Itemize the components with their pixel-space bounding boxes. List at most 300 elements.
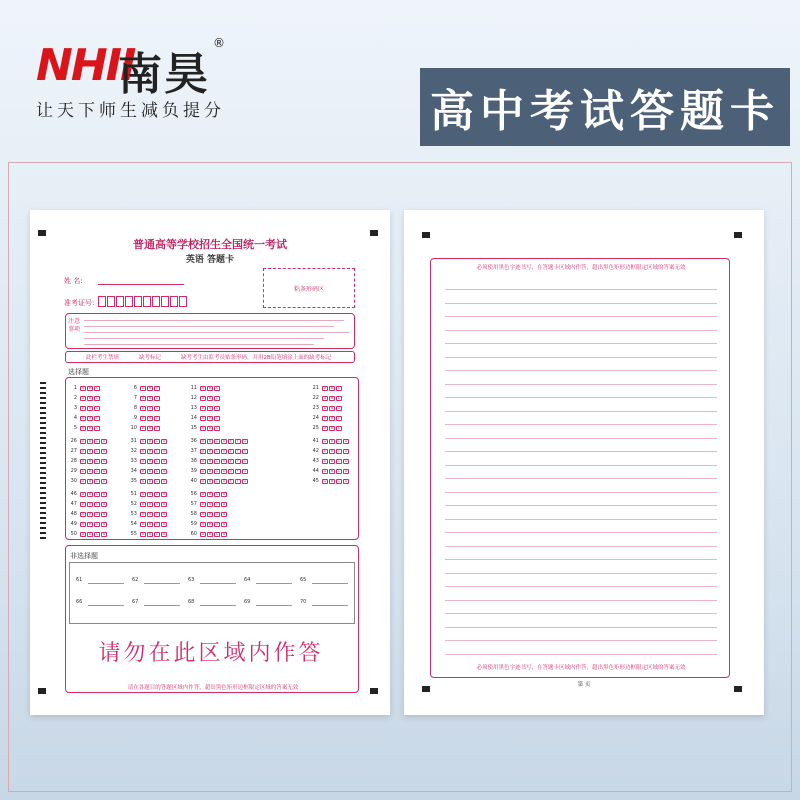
question-row — [188, 405, 220, 411]
timing-mark — [40, 492, 46, 494]
option-bubble[interactable]: C — [95, 522, 99, 526]
answer-line[interactable] — [312, 583, 348, 584]
option-bubble[interactable]: C — [337, 416, 341, 420]
option-bubble[interactable]: B — [208, 522, 212, 526]
question-number: 28 — [70, 458, 77, 464]
ruled-line — [445, 384, 717, 385]
option-bubble[interactable]: C — [95, 469, 99, 473]
question-row — [128, 501, 167, 507]
option-bubble[interactable]: A — [323, 459, 327, 463]
question-number: 3 — [73, 405, 77, 411]
option-bubble[interactable]: B — [330, 439, 334, 443]
option-bubble[interactable]: F — [236, 439, 239, 443]
question-number: 31 — [130, 438, 137, 444]
option-bubble[interactable]: B — [148, 386, 152, 390]
option-bubble[interactable]: C — [95, 512, 99, 516]
question-number: 56 — [190, 491, 197, 497]
option-bubble[interactable]: D — [222, 492, 226, 496]
timing-mark — [40, 432, 46, 434]
option-bubble[interactable]: D — [102, 449, 106, 453]
option-bubble[interactable]: B — [208, 459, 212, 463]
option-bubble[interactable]: A — [323, 426, 327, 430]
option-bubble[interactable]: F — [236, 449, 239, 453]
option-bubble[interactable]: C — [215, 532, 219, 536]
option-bubble[interactable]: D — [344, 469, 348, 473]
option-bubble[interactable]: D — [162, 532, 166, 536]
option-bubble[interactable]: G — [243, 439, 247, 443]
staff-only-label: 此栏考生禁填 — [86, 355, 120, 361]
option-bubble[interactable]: A — [201, 522, 205, 526]
option-bubble[interactable]: D — [102, 492, 106, 496]
ruled-line — [445, 289, 717, 290]
option-bubble[interactable]: C — [215, 406, 219, 410]
option-bubble[interactable]: B — [88, 469, 92, 473]
option-bubble[interactable]: A — [81, 502, 85, 506]
option-bubble[interactable]: G — [243, 479, 247, 483]
timing-mark — [40, 532, 46, 534]
option-bubble[interactable]: C — [95, 406, 99, 410]
question-row — [188, 468, 248, 474]
option-bubble[interactable]: A — [141, 502, 145, 506]
option-bubble[interactable]: A — [81, 479, 85, 483]
option-bubble[interactable]: A — [201, 439, 205, 443]
answer-line[interactable] — [144, 583, 180, 584]
question-number: 11 — [190, 385, 197, 391]
option-bubble[interactable]: B — [148, 469, 152, 473]
option-bubble[interactable]: A — [81, 396, 85, 400]
option-bubble[interactable]: C — [155, 522, 159, 526]
option-bubble[interactable]: C — [95, 426, 99, 430]
option-bubble[interactable]: A — [201, 512, 205, 516]
option-bubble[interactable]: A — [81, 439, 85, 443]
option-bubble[interactable]: B — [148, 416, 152, 420]
option-bubble[interactable]: B — [88, 426, 92, 430]
option-bubble[interactable]: D — [102, 479, 106, 483]
option-bubble[interactable]: A — [81, 386, 85, 390]
answer-line[interactable] — [88, 583, 124, 584]
timing-mark — [40, 397, 46, 399]
option-bubble[interactable]: A — [323, 439, 327, 443]
option-bubble[interactable]: C — [215, 449, 219, 453]
option-bubble[interactable]: B — [148, 426, 152, 430]
ruled-line — [445, 600, 717, 601]
option-bubble[interactable]: B — [88, 512, 92, 516]
option-bubble[interactable]: D — [222, 459, 226, 463]
option-bubble[interactable]: D — [162, 512, 166, 516]
option-bubble[interactable]: C — [337, 449, 341, 453]
timing-mark — [40, 537, 46, 539]
question-row — [310, 385, 342, 391]
option-bubble[interactable]: C — [155, 492, 159, 496]
option-bubble[interactable]: D — [162, 439, 166, 443]
option-bubble[interactable]: G — [243, 449, 247, 453]
option-bubble[interactable]: C — [155, 502, 159, 506]
option-bubble[interactable]: A — [81, 512, 85, 516]
option-bubble[interactable]: A — [81, 469, 85, 473]
option-bubble[interactable]: C — [95, 532, 99, 536]
option-bubble[interactable]: C — [215, 459, 219, 463]
option-bubble[interactable]: D — [102, 512, 106, 516]
answer-line[interactable] — [256, 605, 292, 606]
option-bubble[interactable]: B — [88, 459, 92, 463]
question-row — [128, 491, 167, 497]
option-bubble[interactable]: C — [155, 469, 159, 473]
option-bubble[interactable]: B — [88, 502, 92, 506]
option-bubble[interactable]: D — [102, 532, 106, 536]
question-number: 43 — [312, 458, 319, 464]
option-bubble[interactable]: B — [148, 396, 152, 400]
timing-mark — [40, 502, 46, 504]
option-bubble[interactable]: A — [141, 522, 145, 526]
question-number: 47 — [70, 501, 77, 507]
option-bubble[interactable]: B — [208, 512, 212, 516]
option-bubble[interactable]: D — [222, 439, 226, 443]
option-bubble[interactable]: A — [81, 492, 85, 496]
option-bubble[interactable]: A — [81, 522, 85, 526]
option-bubble[interactable]: A — [81, 406, 85, 410]
option-bubble[interactable]: C — [337, 426, 341, 430]
option-bubble[interactable]: A — [141, 459, 145, 463]
option-bubble[interactable]: B — [88, 416, 92, 420]
option-bubble[interactable]: A — [323, 469, 327, 473]
option-bubble[interactable]: C — [155, 426, 159, 430]
question-number: 42 — [312, 448, 319, 454]
question-row — [68, 468, 107, 474]
option-bubble[interactable]: C — [95, 386, 99, 390]
question-number: 45 — [312, 478, 319, 484]
option-bubble[interactable]: C — [337, 479, 341, 483]
option-bubble[interactable]: C — [95, 396, 99, 400]
ruled-line — [445, 532, 717, 533]
option-bubble[interactable]: A — [141, 386, 145, 390]
option-bubble[interactable]: C — [95, 459, 99, 463]
question-number: 4 — [73, 415, 77, 421]
option-bubble[interactable]: A — [201, 492, 205, 496]
option-bubble[interactable]: D — [102, 522, 106, 526]
option-bubble[interactable]: B — [148, 459, 152, 463]
question-row — [188, 501, 227, 507]
option-bubble[interactable]: A — [141, 512, 145, 516]
timing-mark — [40, 452, 46, 454]
option-bubble[interactable]: C — [155, 386, 159, 390]
option-bubble[interactable]: B — [88, 386, 92, 390]
option-bubble[interactable]: B — [208, 406, 212, 410]
option-bubble[interactable]: D — [344, 459, 348, 463]
option-bubble[interactable]: E — [229, 449, 233, 453]
absent-mark-label: 缺考标记 — [139, 355, 162, 361]
timing-mark — [40, 527, 46, 529]
answer-line[interactable] — [88, 605, 124, 606]
option-bubble[interactable]: B — [208, 502, 212, 506]
timing-mark — [40, 437, 46, 439]
question-row — [310, 395, 342, 401]
option-bubble[interactable]: A — [141, 449, 145, 453]
ruled-line — [445, 559, 717, 560]
option-bubble[interactable]: A — [81, 426, 85, 430]
answer-line[interactable] — [256, 583, 292, 584]
option-bubble[interactable]: A — [141, 492, 145, 496]
option-bubble[interactable]: B — [148, 406, 152, 410]
option-bubble[interactable]: C — [155, 439, 159, 443]
option-bubble[interactable]: A — [81, 449, 85, 453]
option-bubble[interactable]: D — [102, 439, 106, 443]
question-row — [310, 405, 342, 411]
option-bubble[interactable]: D — [162, 459, 166, 463]
option-bubble[interactable]: A — [201, 386, 205, 390]
ruled-line — [445, 316, 717, 317]
option-bubble[interactable]: B — [330, 449, 334, 453]
option-bubble[interactable]: B — [88, 479, 92, 483]
option-bubble[interactable]: A — [81, 416, 85, 420]
option-bubble[interactable]: B — [88, 439, 92, 443]
corner-mark — [422, 232, 430, 238]
name-field[interactable] — [98, 284, 184, 285]
ruled-line — [445, 370, 717, 371]
option-bubble[interactable]: C — [337, 439, 341, 443]
question-row — [68, 385, 100, 391]
option-bubble[interactable]: E — [229, 469, 233, 473]
option-bubble[interactable]: B — [88, 406, 92, 410]
timing-mark — [40, 462, 46, 464]
option-bubble[interactable]: B — [148, 502, 152, 506]
option-bubble[interactable]: A — [201, 396, 205, 400]
option-bubble[interactable]: A — [323, 386, 327, 390]
option-bubble[interactable]: C — [95, 449, 99, 453]
ruled-line — [445, 465, 717, 466]
question-number: 5 — [73, 425, 77, 431]
option-bubble[interactable]: C — [155, 406, 159, 410]
option-bubble[interactable]: B — [208, 396, 212, 400]
option-bubble[interactable]: D — [102, 469, 106, 473]
answer-line[interactable] — [200, 605, 236, 606]
question-row — [128, 395, 160, 401]
question-row — [68, 531, 107, 537]
option-bubble[interactable]: A — [141, 406, 145, 410]
option-bubble[interactable]: A — [323, 396, 327, 400]
question-row — [310, 478, 349, 484]
option-bubble[interactable]: C — [337, 396, 341, 400]
option-bubble[interactable]: B — [208, 439, 212, 443]
option-bubble[interactable]: B — [208, 492, 212, 496]
option-bubble[interactable]: B — [148, 492, 152, 496]
question-number: 61 — [76, 577, 83, 583]
option-bubble[interactable]: C — [95, 492, 99, 496]
option-bubble[interactable]: B — [148, 479, 152, 483]
question-number: 55 — [130, 531, 137, 537]
question-number: 32 — [130, 448, 137, 454]
page-number: 第 页 — [577, 682, 591, 688]
timing-mark — [40, 512, 46, 514]
option-bubble[interactable]: B — [148, 439, 152, 443]
option-bubble[interactable]: B — [208, 449, 212, 453]
option-bubble[interactable]: D — [222, 449, 226, 453]
option-bubble[interactable]: C — [155, 459, 159, 463]
option-bubble[interactable]: B — [208, 426, 212, 430]
option-bubble[interactable]: A — [201, 449, 205, 453]
option-bubble[interactable]: D — [162, 492, 166, 496]
option-bubble[interactable]: F — [236, 479, 239, 483]
option-bubble[interactable]: B — [208, 532, 212, 536]
option-bubble[interactable]: B — [330, 426, 334, 430]
option-bubble[interactable]: D — [162, 469, 166, 473]
option-bubble[interactable]: B — [330, 479, 334, 483]
question-number: 57 — [190, 501, 197, 507]
option-bubble[interactable]: A — [141, 416, 145, 420]
question-row — [128, 448, 167, 454]
option-bubble[interactable]: D — [222, 469, 226, 473]
option-bubble[interactable]: A — [141, 469, 145, 473]
timing-mark — [40, 402, 46, 404]
option-bubble[interactable]: C — [95, 416, 99, 420]
option-bubble[interactable]: C — [95, 479, 99, 483]
ruled-line — [445, 613, 717, 614]
option-bubble[interactable]: C — [215, 386, 219, 390]
option-bubble[interactable]: B — [148, 522, 152, 526]
option-bubble[interactable]: C — [215, 426, 219, 430]
option-bubble[interactable]: C — [337, 406, 341, 410]
brand-logo-mark: NHII — [36, 40, 135, 91]
option-bubble[interactable]: B — [148, 449, 152, 453]
option-bubble[interactable]: D — [222, 502, 226, 506]
option-bubble[interactable]: A — [81, 459, 85, 463]
option-bubble[interactable]: C — [337, 459, 341, 463]
option-bubble[interactable]: B — [330, 416, 334, 420]
option-bubble[interactable]: A — [201, 416, 205, 420]
option-bubble[interactable]: E — [229, 459, 233, 463]
ruled-line — [445, 505, 717, 506]
option-bubble[interactable]: C — [95, 502, 99, 506]
option-bubble[interactable]: C — [215, 396, 219, 400]
option-bubble[interactable]: B — [208, 386, 212, 390]
option-bubble[interactable]: D — [162, 522, 166, 526]
registered-mark: ® — [213, 36, 225, 50]
option-bubble[interactable]: C — [215, 479, 219, 483]
option-bubble[interactable]: B — [88, 449, 92, 453]
question-row — [188, 458, 248, 464]
question-number: 64 — [244, 577, 251, 583]
question-number: 39 — [190, 468, 197, 474]
option-bubble[interactable]: G — [243, 459, 247, 463]
ruled-line — [445, 411, 717, 412]
option-bubble[interactable]: A — [81, 532, 85, 536]
option-bubble[interactable]: C — [215, 512, 219, 516]
option-bubble[interactable]: A — [201, 502, 205, 506]
option-bubble[interactable]: F — [236, 469, 239, 473]
question-row — [68, 425, 100, 431]
option-bubble[interactable]: B — [88, 532, 92, 536]
option-bubble[interactable]: E — [229, 439, 233, 443]
option-bubble[interactable]: D — [344, 439, 348, 443]
option-bubble[interactable]: A — [323, 449, 327, 453]
option-bubble[interactable]: B — [148, 512, 152, 516]
option-bubble[interactable]: C — [215, 439, 219, 443]
option-bubble[interactable]: A — [323, 479, 327, 483]
question-row — [188, 521, 227, 527]
option-bubble[interactable]: D — [162, 449, 166, 453]
option-bubble[interactable]: D — [344, 479, 348, 483]
option-bubble[interactable]: C — [155, 512, 159, 516]
option-bubble[interactable]: A — [141, 479, 145, 483]
answer-line[interactable] — [144, 605, 180, 606]
option-bubble[interactable]: D — [102, 502, 106, 506]
option-bubble[interactable]: B — [208, 479, 212, 483]
option-bubble[interactable]: C — [215, 469, 219, 473]
option-bubble[interactable]: B — [148, 532, 152, 536]
option-bubble[interactable]: B — [208, 416, 212, 420]
option-bubble[interactable]: C — [215, 522, 219, 526]
writing-area[interactable] — [430, 258, 730, 678]
option-bubble[interactable]: A — [141, 532, 145, 536]
option-bubble[interactable]: B — [330, 406, 334, 410]
option-bubble[interactable]: A — [141, 426, 145, 430]
option-bubble[interactable]: B — [88, 492, 92, 496]
option-bubble[interactable]: B — [330, 459, 334, 463]
question-number: 12 — [190, 395, 197, 401]
question-number: 24 — [312, 415, 319, 421]
option-bubble[interactable]: C — [155, 532, 159, 536]
option-bubble[interactable]: A — [323, 406, 327, 410]
option-bubble[interactable]: C — [155, 396, 159, 400]
option-bubble[interactable]: D — [222, 512, 226, 516]
option-bubble[interactable]: A — [141, 439, 145, 443]
option-bubble[interactable]: D — [222, 532, 226, 536]
option-bubble[interactable]: B — [330, 396, 334, 400]
answer-line[interactable] — [200, 583, 236, 584]
question-row — [310, 448, 349, 454]
option-bubble[interactable]: B — [330, 469, 334, 473]
question-number: 51 — [130, 491, 137, 497]
option-bubble[interactable]: C — [95, 439, 99, 443]
option-bubble[interactable]: D — [102, 459, 106, 463]
option-bubble[interactable]: D — [162, 479, 166, 483]
answer-line[interactable] — [312, 605, 348, 606]
question-number: 52 — [130, 501, 137, 507]
question-number: 37 — [190, 448, 197, 454]
option-bubble[interactable]: F — [236, 459, 239, 463]
corner-mark — [370, 688, 378, 694]
option-bubble[interactable]: A — [201, 426, 205, 430]
option-bubble[interactable]: B — [330, 386, 334, 390]
option-bubble[interactable]: A — [201, 459, 205, 463]
option-bubble[interactable]: A — [323, 416, 327, 420]
option-bubble[interactable]: G — [243, 469, 247, 473]
question-row — [310, 468, 349, 474]
option-bubble[interactable]: C — [215, 502, 219, 506]
option-bubble[interactable]: C — [215, 416, 219, 420]
option-bubble[interactable]: C — [337, 386, 341, 390]
option-bubble[interactable]: C — [155, 479, 159, 483]
option-bubble[interactable]: C — [215, 492, 219, 496]
option-bubble[interactable]: D — [222, 522, 226, 526]
option-bubble[interactable]: D — [344, 449, 348, 453]
option-bubble[interactable]: A — [201, 469, 205, 473]
option-bubble[interactable]: C — [337, 469, 341, 473]
answer-sheet-front — [30, 210, 390, 715]
option-bubble[interactable]: A — [201, 479, 205, 483]
option-bubble[interactable]: A — [201, 406, 205, 410]
option-bubble[interactable]: D — [162, 502, 166, 506]
option-bubble[interactable]: A — [201, 532, 205, 536]
option-bubble[interactable]: E — [229, 479, 233, 483]
option-bubble[interactable]: D — [222, 479, 226, 483]
id-number-boxes[interactable] — [98, 296, 188, 307]
option-bubble[interactable]: A — [141, 396, 145, 400]
option-bubble[interactable]: B — [88, 396, 92, 400]
option-bubble[interactable]: C — [155, 449, 159, 453]
option-bubble[interactable]: B — [88, 522, 92, 526]
option-bubble[interactable]: C — [155, 416, 159, 420]
option-bubble[interactable]: B — [208, 469, 212, 473]
